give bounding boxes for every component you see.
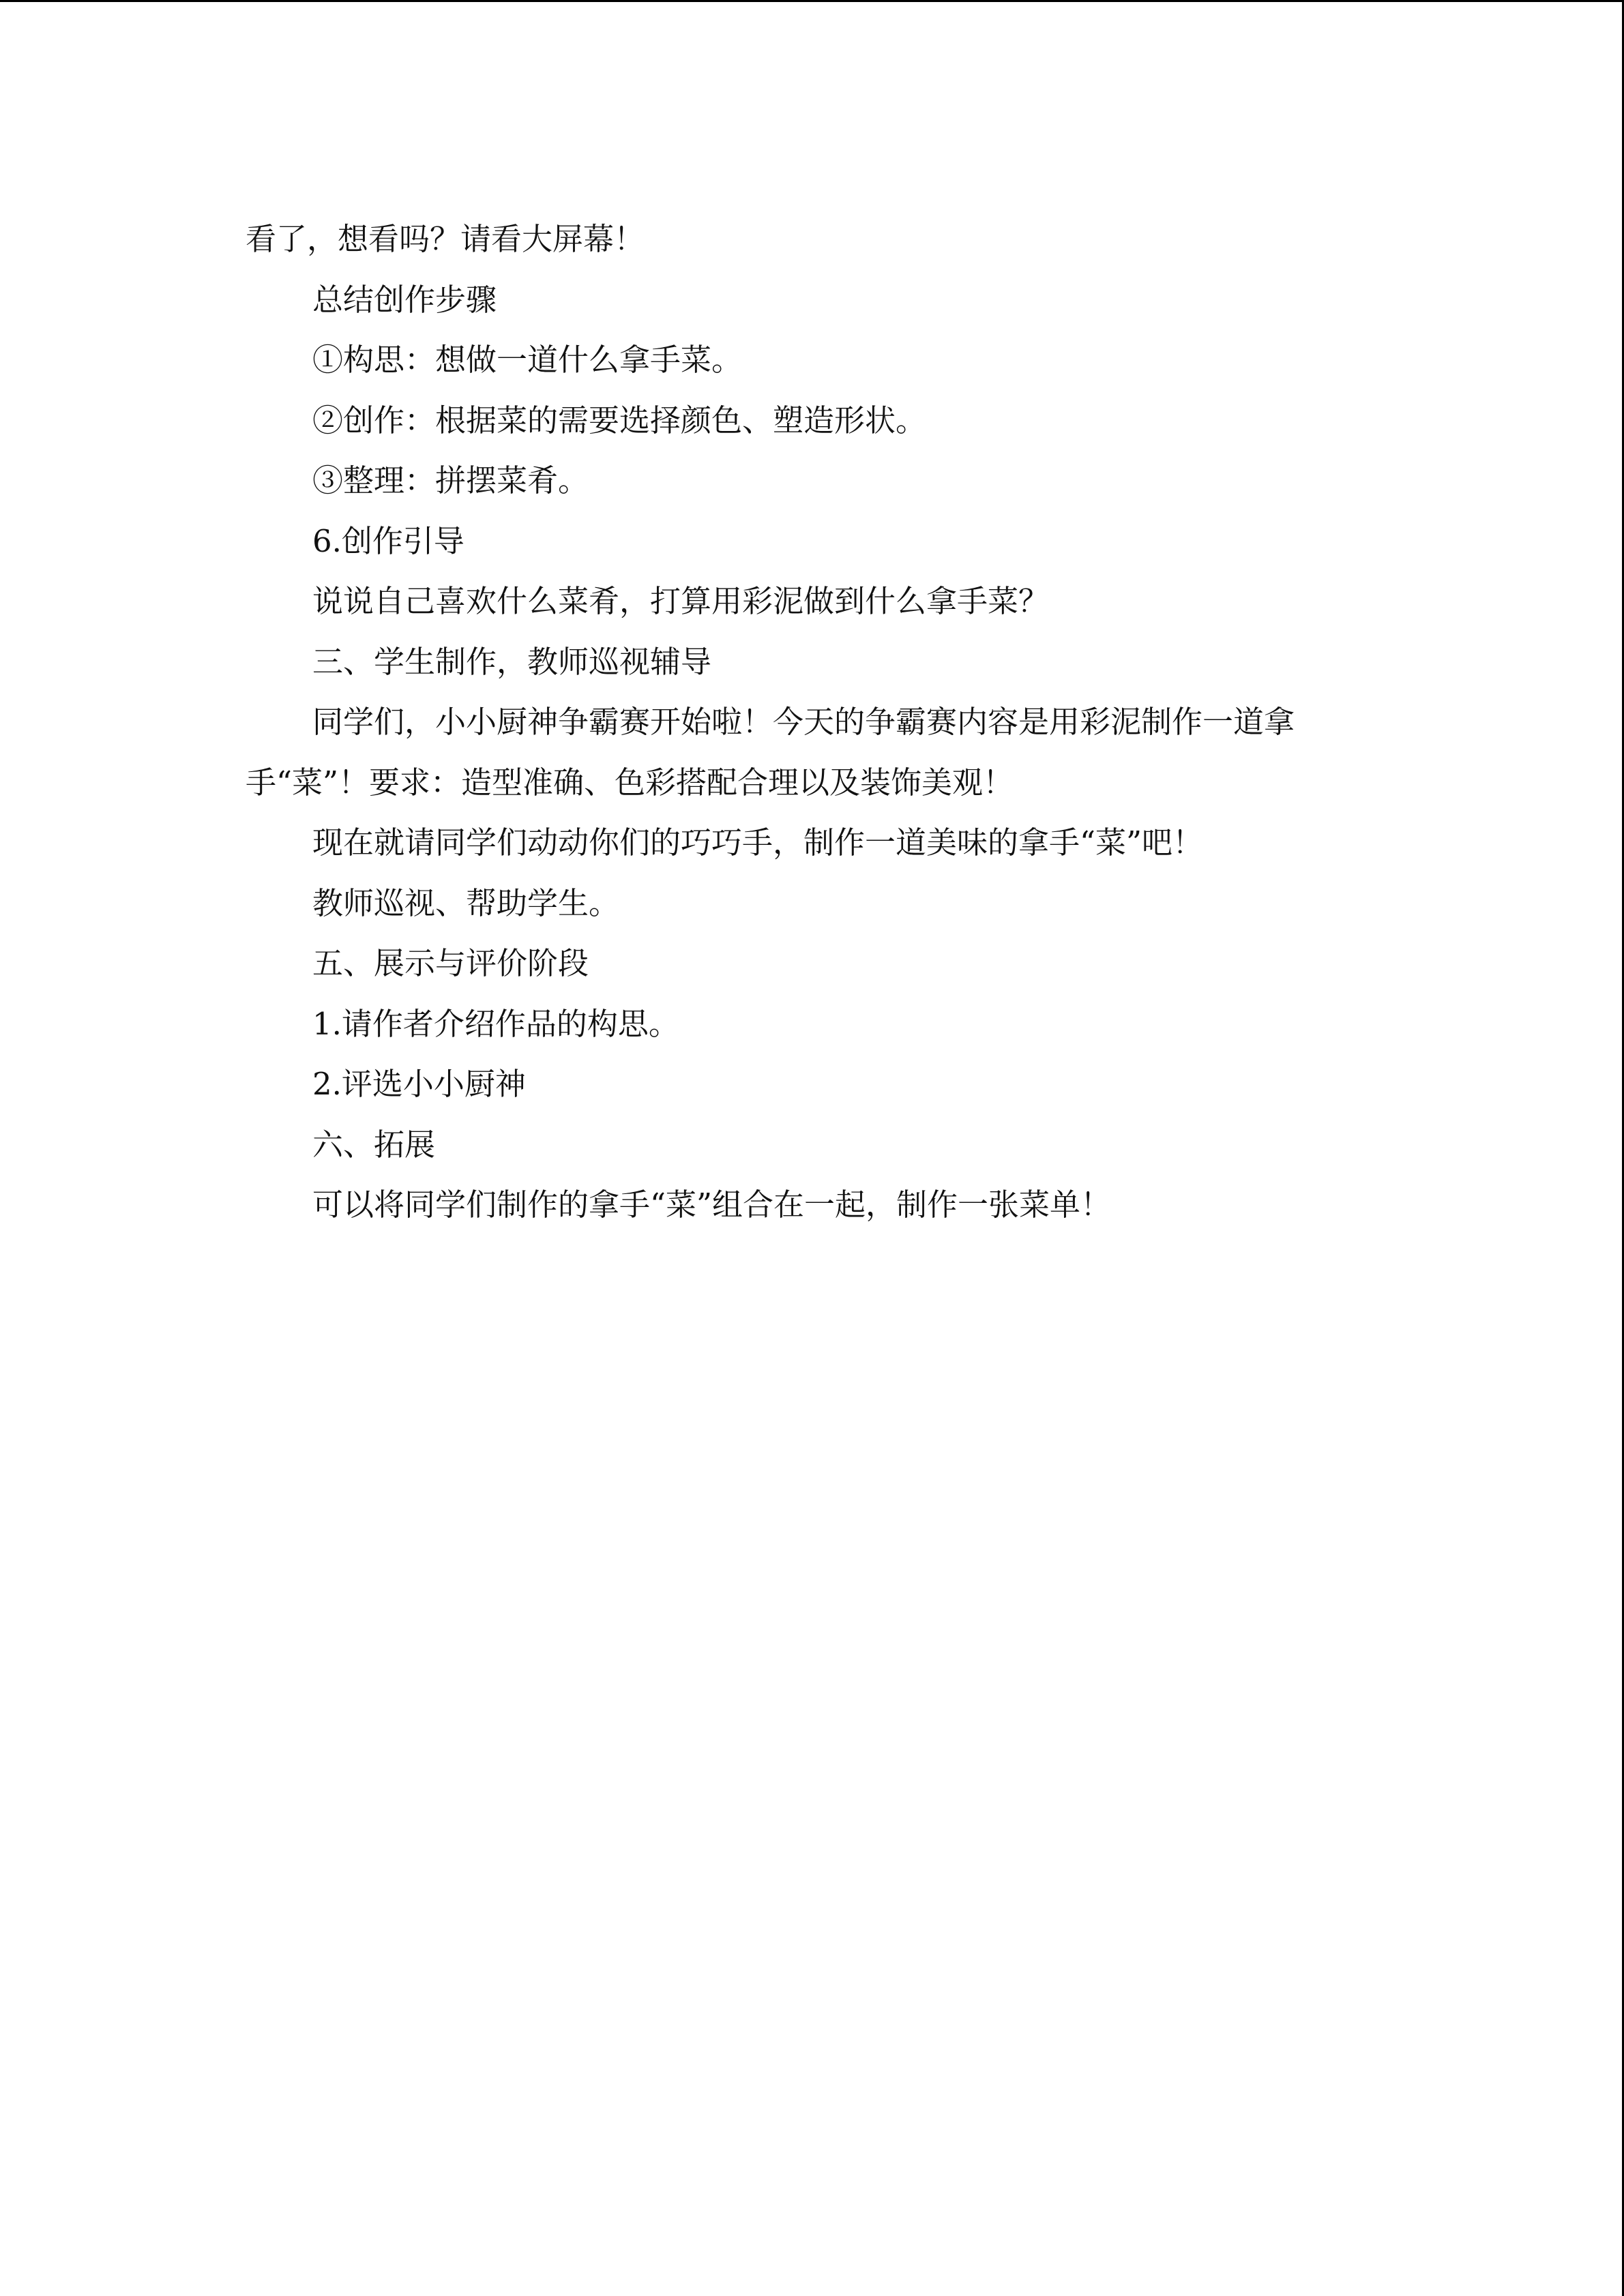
paragraph-menu: 可以将同学们制作的拿手“菜”组合在一起，制作一张菜单！ [312,1187,1112,1223]
paragraph-section-3: 三、学生制作，教师巡视辅导 [312,643,712,680]
paragraph-teacher-patrol: 教师巡视、帮助学生。 [312,884,620,921]
paragraph-contest-intro: 同学们，小小厨神争霸赛开始啦！今天的争霸赛内容是用彩泥制作一道拿手“菜”！要求：造型准确、色彩搭配合理以及装饰美观！ [246,704,1295,801]
paragraph-section-5: 五、展示与评价阶段 [312,945,589,981]
paragraph-step-3: ③整理：拼摆菜肴。 [312,462,589,498]
paragraph-make-dish: 现在就请同学们动动你们的巧巧手，制作一道美味的拿手“菜”吧！ [312,824,1204,861]
paragraph-section-6: 6.创作引导 [312,522,464,559]
paragraph-section-6-extension: 六、拓展 [312,1126,436,1163]
paragraph-guide-question: 说说自己喜欢什么菜肴，打算用彩泥做到什么拿手菜？ [312,583,1050,619]
paragraph-step-1: ①构思：想做一道什么拿手菜。 [312,342,743,378]
document-body [246,209,1378,1236]
paragraph-summary-heading: 总结创作步骤 [312,281,497,318]
paragraph-item-1: 1.请作者介绍作品的构思。 [312,1005,679,1042]
paragraph-step-2: ②创作：根据菜的需要选择颜色、塑造形状。 [312,402,927,438]
paragraph-item-2: 2.评选小小厨神 [312,1066,526,1102]
paragraph-continuation: 看了，想看吗？请看大屏幕！ [246,221,645,257]
